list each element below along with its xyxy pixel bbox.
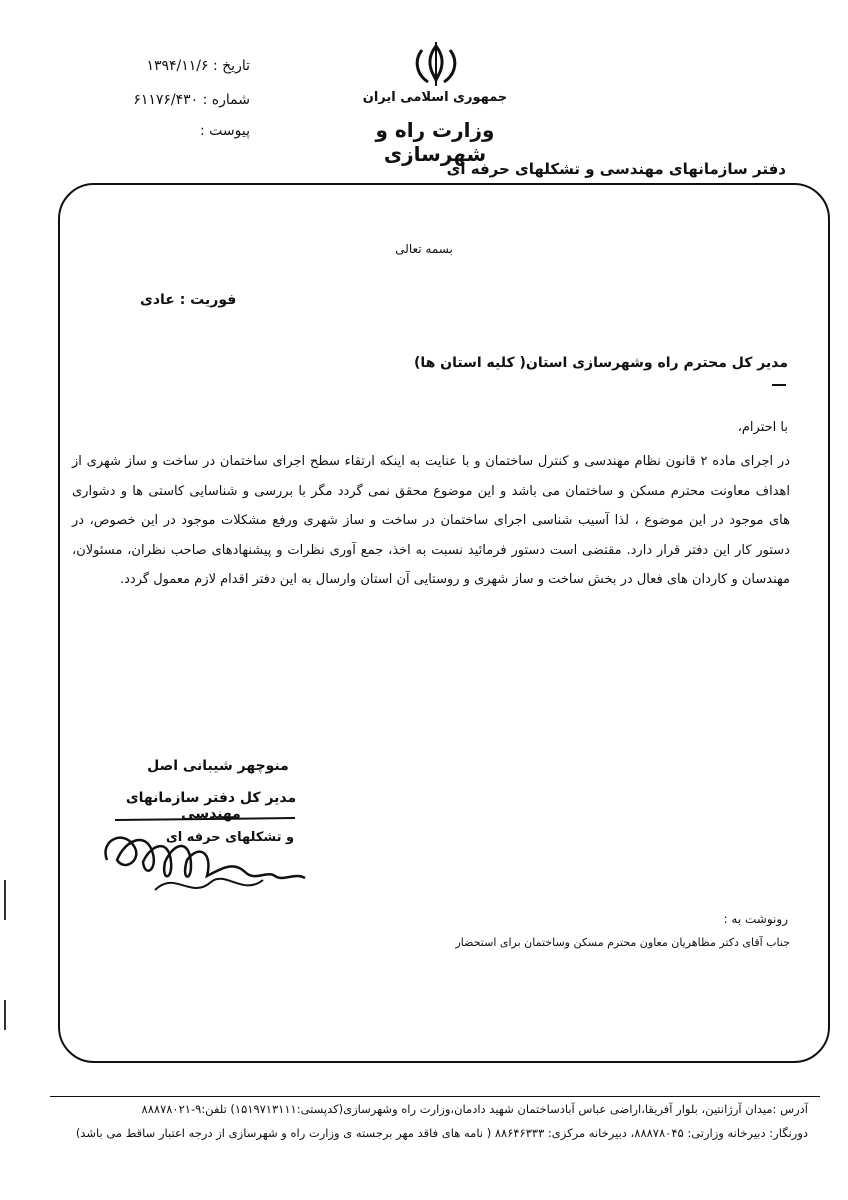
iran-emblem-icon <box>408 40 464 92</box>
republic-title: جمهوری اسلامی ایران <box>362 90 508 105</box>
scan-edge-mark <box>4 880 6 920</box>
divider-dash <box>772 384 786 386</box>
scan-edge-mark <box>4 1000 6 1030</box>
footer-fax: دورنگار: دبیرخانه وزارتی: ۸۸۸۷۸۰۴۵، دبیرخانه مرکزی: ۸۸۶۴۶۳۳۳ ( نامه های فاقد مهر برجسته ی وزارت راه و شهرسازی از درجه اعتبار ساقط می باشد) <box>75 1126 808 1140</box>
cc-item: جناب آقای دکتر مظاهریان معاون محترم مسکن وساختمان برای استحضار <box>455 936 790 949</box>
cc-label: رونوشت به : <box>723 912 788 926</box>
bismillah: بسمه تعالی <box>395 242 453 256</box>
recipient-line: مدیر کل محترم راه وشهرسازی استان( کلیه استان ها) <box>413 355 788 371</box>
signer-title-line2: و تشکلهای حرفه ای <box>165 830 295 845</box>
handwritten-signature <box>95 800 345 910</box>
footer-address: آدرس :میدان آرژانتین، بلوار آفریقا،اراضی عباس آبادساختمان شهید دادمان،وزارت راه وشهرسازی(کدپستی:۱۵۱۹۷۱۳۱۱۱) تلفن:۹-۸۸۸۷۸۰۲۱ <box>141 1102 808 1116</box>
ministry-title: وزارت راه و شهرسازی <box>375 118 495 166</box>
footer-rule <box>50 1096 820 1097</box>
letter-number: شماره : ۶۱۱۷۶/۴۳۰ <box>133 92 250 108</box>
office-title: دفتر سازمانهای مهندسی و تشکلهای حرفه ای <box>446 160 786 178</box>
letter-date: تاریخ : ۱۳۹۴/۱۱/۶ <box>146 58 250 74</box>
letter-body: در اجرای ماده ۲ قانون نظام مهندسی و کنترل ساختمان و با عنایت به اینکه ارتقاء سطح اجرای ساختمان در ساخت و ساز شهری از اهداف معاونت محترم مسکن و ساختمان می باشد و این موضوع محقق نمی گردد مگر با بررسی و شناسایی کاستی ها و دشواری های موجود در این موضوع ، لذا آسیب شناسی اجرای ساختمان در ساخت و ساز شهری ورفع مشکلات موجود در این خصوص، در دستور کار این دفتر قرار دارد. مقتضی است دستور فرمائید نسبت به اخذ، جمع آوری نظرات و پیشنهادهای صاحب نظران، مسئولان، مهندسان و کاردان های فعال در بخش ساخت و ساز شهری و روستایی آن استان وارسال به این دفتر اقدام لازم معمول گردد. <box>72 454 790 587</box>
signer-title: مدیر کل دفتر سازمانهای مهندسی <box>125 790 297 822</box>
signer-name: منوچهر شیبانی اصل <box>147 758 289 774</box>
greeting: با احترام، <box>737 420 788 435</box>
letter-attachment: پیوست : <box>200 123 250 139</box>
priority-field: فوریت : عادی <box>140 292 237 308</box>
letter-frame <box>58 183 830 1063</box>
